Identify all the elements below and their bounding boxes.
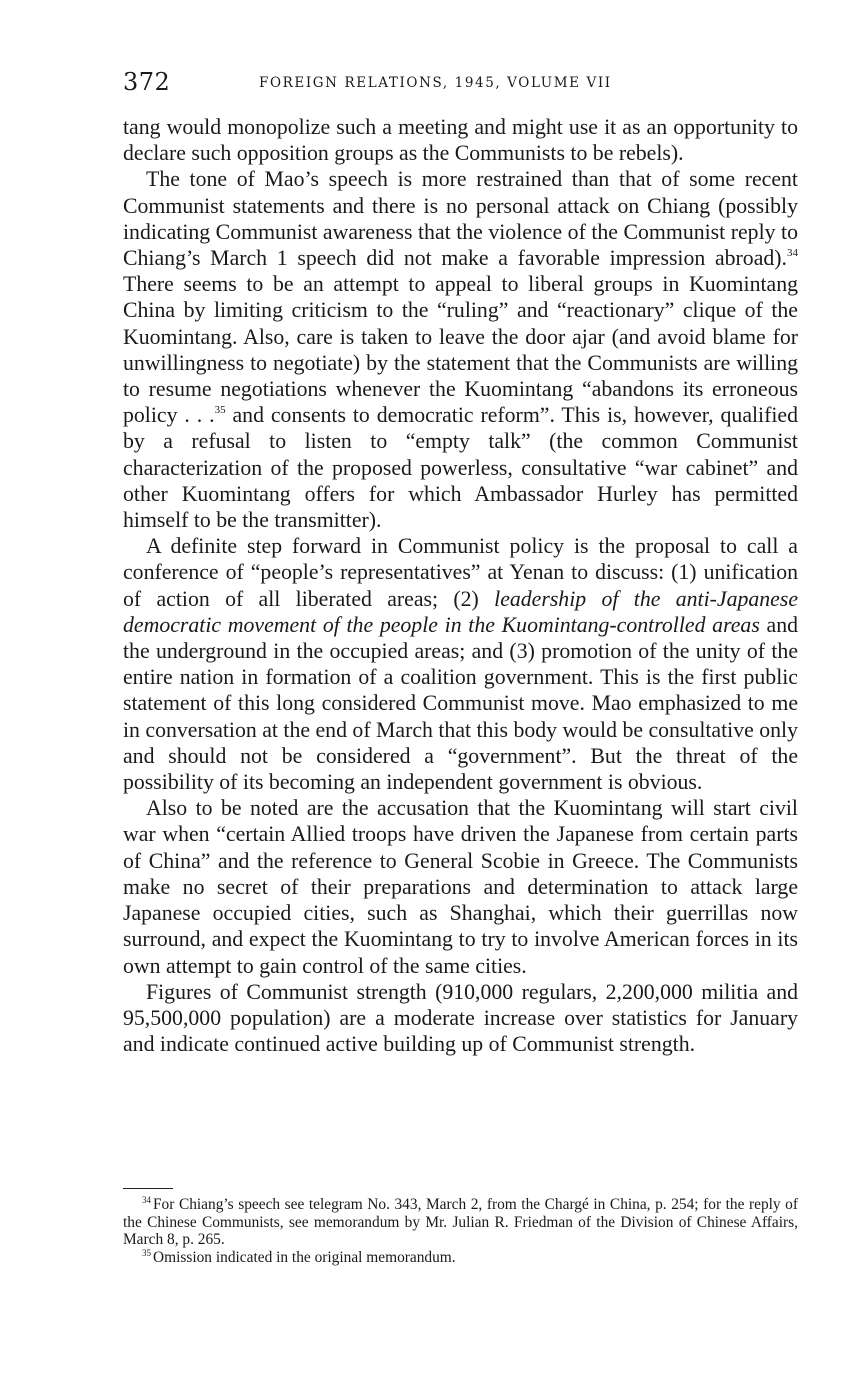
paragraph-civil-war-accusation <box>123 795 798 978</box>
paragraph-text: Figures of Communist strength (910,000 regulars, 2,200,000 militia and 95,500,000 population) are a moderate increase over statistics for January and indicate continued active building up of Communist strength. <box>123 979 798 1057</box>
footnote-mark: 35 <box>142 1247 151 1258</box>
footnote-reference-35[interactable]: 35 <box>214 404 226 417</box>
paragraph-continued <box>123 114 798 166</box>
page-header <box>123 66 798 106</box>
paragraph-text: tang would monopolize such a meeting and might use it as an opportunity to declare such opposition groups as the Communists to be rebels). <box>123 115 798 166</box>
footnote-reference-34[interactable]: 34 <box>787 247 798 260</box>
paragraph-text: and consents to democratic reform”. This is, however, qualified by a refusal to listen to “empty talk” (the common Communist characterization of the proposed powerless, consultative “war cabinet” and other Kuomintang offers for which Ambassador Hurley has permitted himself to be the transmitter). <box>123 403 798 533</box>
paragraph-text: A definite step forward in Communist policy is the proposal to call a conference of “people’s representatives” at Yenan to discuss: (1) unification of action of all liberated areas; (2) <box>123 534 798 611</box>
paragraph-text: The tone of Mao’s speech is more restrained than that of some recent Communist statements and there is no personal attack on Chiang (possibly indicating Communist awareness that the violence of the Communist reply to Chiang’s March 1 speech did not make a favorable impression abroad). <box>123 167 798 271</box>
running-head: FOREIGN RELATIONS, 1945, VOLUME VII <box>259 75 612 91</box>
footnote-text: For Chiang’s speech see telegram No. 343, March 2, from the Chargé in China, p. 254; for the reply of the Chinese Communists, see memorandum by Mr. Julian R. Friedman of the Division of Chinese Affairs, March 8, p. 265. <box>123 1196 798 1248</box>
paragraph-communist-strength <box>123 979 798 1058</box>
paragraph-conference-proposal <box>123 533 798 795</box>
paragraph-text: Also to be noted are the accusation that the Kuomintang will start civil war when “certain Allied troops have driven the Japanese from certain parts of China” and the reference to General Scobie in Greece. The Communists make no secret of their preparations and determination to attack large Japanese occupied cities, such as Shanghai, which their guerrillas now surround, and expect the Kuomintang to try to involve American forces in its own attempt to gain control of the same cities. <box>123 796 798 978</box>
italic-phrase: leadership of the anti-Japanese democratic movement of the people in the Kuomintang-controlled areas <box>123 586 798 637</box>
footnote-text: Omission indicated in the original memorandum. <box>153 1248 456 1266</box>
footnotes <box>123 1196 798 1266</box>
body-text <box>123 114 798 1057</box>
footnote-35 <box>123 1249 798 1267</box>
paragraph-text: There seems to be an attempt to appeal to liberal groups in Kuomintang China by limiting criticism to the “ruling” and “reactionary” clique of the Kuomintang. Also, care is taken to leave the door ajar (and avoid blame for unwillingness to negotiate) by the statement that the Communists are willing to resume negotiations whenever the Kuomintang “abandons its erroneous policy . . . <box>123 272 798 428</box>
footnote-divider <box>123 1188 173 1189</box>
page-number: 372 <box>123 68 171 96</box>
footnote-34 <box>123 1196 798 1249</box>
paragraph-text: and the underground in the occupied areas; and (3) promotion of the unity of the entire nation in formation of a coalition government. This is the first public statement of this long considered Communist move. Mao emphasized to me in conversation at the end of March that this body would be consultative only and should not be considered a “government”. But the threat of the possibility of its becoming an independent government is obvious. <box>123 612 798 795</box>
footnote-mark: 34 <box>142 1195 151 1205</box>
paragraph-tone-of-speech <box>123 166 798 533</box>
